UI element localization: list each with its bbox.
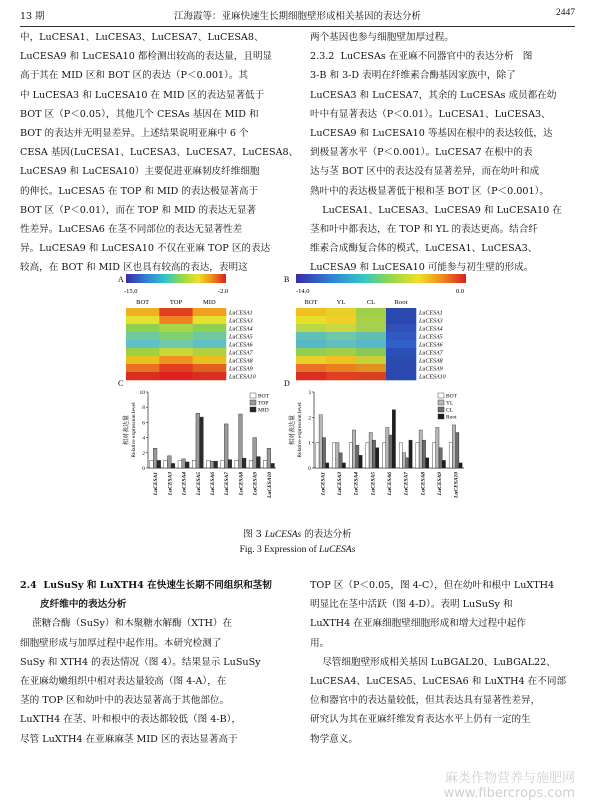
figure-3-graphic [118,272,482,520]
text-line: 位和器官中的表达量较低，但其表达具有显著性差异， [310,695,541,707]
heatmap-cell [193,324,227,332]
text-line: 达与茎 BOT 区中的表达没有显著差异，而在幼叶和成 [310,166,540,178]
bar-mid [171,463,175,468]
heatmap-cell [126,356,160,364]
scale-b-left: -14.0 [296,288,310,295]
heatmap-cell [356,356,386,364]
bar-chart-c [122,390,276,499]
heatmap-cell [126,332,160,340]
heatmap-row-label: LuCESA1 [419,310,443,317]
y-axis-label-en: Relative expression level [131,402,137,458]
y-tick-label: 8 [142,405,145,412]
heatmap-cell [386,348,416,356]
x-tick-label: LuCESA4 [353,472,360,496]
bar-top [224,424,228,468]
issue-number: 13 期 [20,11,45,22]
caption-cn-italic: LuCESAs [264,530,302,540]
bar-yl [336,443,339,468]
text-line: 的伸长。LuCESA5 在 TOP 和 MID 的表达极显著高于 [20,185,259,197]
text-line: 茎的 TOP 区和幼叶中的表达显著高于其他部位。 [20,695,230,707]
text-line: 到极显著水平（P＜0.001）。LuCESA7 在根中的表 [310,147,533,159]
legend-label: BOT [446,393,457,400]
heatmap-cell [326,372,356,380]
y-tick-label: 0 [142,466,145,472]
text-line: SuSy 和 XTH4 的表达情况（图 4）。结果显示 LuSuSy [20,656,261,668]
heatmap-row-label: LuCESA3 [419,318,443,325]
heatmap-cell [386,372,416,380]
text-line: 在亚麻幼嫩组织中相对表达量较高（图 4-A），在 [20,676,227,688]
bar-root [376,448,379,468]
x-tick-label: LuCESA1 [320,472,327,496]
bar-mid [214,461,218,468]
heatmap-cell [193,316,227,324]
color-scale-b [296,274,466,283]
heatmap-row-label: LuCESA8 [419,358,443,365]
heatmap-row-label: LuCESA4 [419,326,443,333]
running-header [20,8,575,24]
heatmap-column-label: Root [394,299,408,306]
heatmap-row-label: LuCESA7 [419,350,443,357]
bar-yl [402,453,405,468]
bar-bot [206,460,210,468]
bar-mid [157,460,161,468]
y-tick-label: 3 [308,390,311,396]
text-line: 细胞壁形成与加厚过程中起作用。本研究检测了 [20,637,222,649]
heatmap-b [296,299,446,381]
text-line: 较高，在 BOT 和 MID 区也具有较高的表达，表明这 [20,262,248,274]
heatmap-row-label: LuCESA5 [229,334,253,341]
panel-letter-b: B [284,275,290,284]
heatmap-column-label: BOT [304,299,318,306]
bar-yl [369,433,372,468]
heatmap-row-label: LuCESA5 [419,334,443,341]
color-scale-a [126,274,226,283]
bar-cl [322,438,325,468]
text-line: 2.4 LuSuSy 和 LuXTH4 在快速生长期不同组织和茎韧 [20,580,272,591]
y-tick-label: 6 [142,420,145,427]
text-line: 研究认为其在亚麻纤维发育表达水平上仍有一定的生 [310,714,531,726]
heatmap-row-label: LuCESA10 [419,374,446,381]
caption-cn-prefix: 图 3 [243,529,265,540]
heatmap-column-label: MID [203,299,216,306]
heatmap-cell [356,364,386,372]
x-tick-label: LuCESA10 [453,472,460,498]
x-tick-label: LuCESA3 [337,472,343,496]
page-number: 2447 [556,8,575,18]
bar-cl [372,440,375,468]
bar-cl [456,433,459,468]
legend-label: Root [446,414,457,421]
y-tick-label: 2 [308,415,311,422]
bar-cl [439,448,442,468]
heatmap-cell [356,324,386,332]
heatmap-column-label: TOP [169,299,183,306]
right-column-bottom [310,576,575,749]
heatmap-cell [296,316,326,324]
x-tick-label: LuCESA9 [252,472,259,496]
heatmap-cell [386,340,416,348]
heatmap-row-label: LuCESA1 [229,310,253,317]
text-line: 皮纤维中的表达分析 [20,599,127,611]
text-line: TOP 区（P＜0.05，图 4-C），但在幼叶和根中 LuXTH4 [310,580,555,591]
legend-label: CL [446,407,454,414]
bar-bot [249,460,253,468]
bar-mid [228,460,232,468]
text-line: 叶中有显著表达（P＜0.01）。LuCESA1、LuCESA3、 [310,108,551,120]
y-axis-label-en: Relative expression level [297,402,303,458]
bar-top [239,414,243,468]
bar-root [326,463,329,468]
bar-cl [406,458,409,468]
y-axis-label-cn: 相对表达量 [290,414,296,446]
heatmap-row-label: LuCESA7 [229,350,253,357]
text-line: BOT 区（P＜0.01），而在 TOP 和 MID 的表达无显著 [20,204,257,216]
y-tick-label: 1 [308,440,311,447]
x-tick-label: LuCESA3 [167,472,174,496]
bar-bot [416,443,419,468]
heatmap-cell [159,308,193,316]
text-line: 中，LuCESA1、LuCESA3、LuCESA7、LuCESA8、 [20,32,264,43]
text-line: LuCESA1、LuCESA3、LuCESA9 和 LuCESA10 在 [310,204,562,216]
heatmap-cell [159,316,193,324]
heatmap-cell [126,372,160,380]
bar-yl [419,430,422,468]
heatmap-cell [159,332,193,340]
bar-root [392,410,395,468]
legend-swatch [250,400,256,405]
text-line: BOT 的表达并无明显差异。上述结果说明亚麻中 6 个 [20,128,249,140]
heatmap-cell [193,348,227,356]
panel-letter-a: A [118,275,124,284]
heatmap-cell [126,316,160,324]
bar-top [167,456,171,468]
text-line: 熟叶中的表达极显著低于根和茎 BOT 区（P＜0.001）。 [310,185,549,197]
heatmap-cell [193,356,227,364]
y-tick-label: 0 [308,466,311,472]
heatmap-cell [296,332,326,340]
bar-bot [316,443,319,468]
heatmap-cell [159,340,193,348]
heatmap-cell [126,340,160,348]
heatmap-cell [193,308,227,316]
figure-3 [118,272,482,520]
x-tick-label: LuCESA8 [238,472,245,496]
heatmap-cell [296,324,326,332]
heatmap-row-label: LuCESA6 [419,342,443,349]
text-line: 尽管细胞壁形成相关基因 LuBGAL20、LuBGAL22、 [310,656,556,668]
heatmap-row-label: LuCESA4 [229,326,253,333]
bar-yl [386,427,389,468]
x-tick-label: LuCESA1 [153,472,160,496]
bar-root [342,463,345,468]
bar-bot [150,460,154,468]
bar-chart-d [288,390,464,499]
x-tick-label: LuCESA8 [420,472,427,496]
legend-swatch [438,400,444,405]
bar-bot [235,460,239,468]
bar-root [459,463,462,468]
text-line: 维素合成酶复合体的模式，LuCESA1、LuCESA3、 [310,243,538,255]
legend-swatch [438,393,444,398]
bar-root [409,440,412,468]
text-line: LuCESA3 和 LuCESA7，其余的 LuCESAs 成员都在幼 [310,89,557,101]
heatmap-cell [386,308,416,316]
heatmap-a [126,299,256,381]
bar-cl [389,435,392,468]
text-line: LuCESA4、LuCESA5、LuCESA6 和 LuXTH4 在不同部 [310,676,567,688]
text-line: 两个基因也参与细胞壁加厚过程。 [310,32,454,43]
heatmap-cell [296,340,326,348]
bar-top [182,459,186,468]
bar-top [253,438,257,468]
heatmap-row-label: LuCESA8 [229,358,253,365]
scale-b-right: 0.0 [456,288,465,295]
bar-yl [352,430,355,468]
bar-bot [449,443,452,468]
heatmap-cell [326,332,356,340]
bar-top [153,448,157,468]
bar-mid [257,457,261,468]
figure-caption-en [0,545,595,555]
watermark-line-1: 麻类作物营养与施肥网 [444,771,575,786]
left-column-bottom [20,576,290,749]
text-line: BOT 区（P＜0.05），其他几个 CESAs 基因在 MID 和 [20,108,259,120]
watermark-line-2: www.fibercrops.com [443,786,575,801]
heatmap-cell [326,340,356,348]
y-tick-label: 4 [142,435,145,442]
bar-root [442,460,445,468]
panel-letter-c: C [118,379,124,388]
text-line: 物学意义。 [310,733,358,745]
bar-bot [263,460,267,468]
legend-label: YL [446,400,454,407]
heatmap-cell [296,364,326,372]
heatmap-cell [356,372,386,380]
x-tick-label: LuCESA5 [370,472,377,496]
figure-caption-cn [0,526,595,540]
running-title: 江海霞等：亚麻快速生长期细胞壁形成相关基因的表达分析 [173,11,421,22]
heatmap-cell [356,316,386,324]
heatmap-cell [356,308,386,316]
bar-root [426,458,429,468]
heatmap-cell [326,316,356,324]
watermark [444,771,575,801]
caption-en-italic: LuCESAs [319,545,356,555]
bar-mid [271,463,275,468]
heatmap-cell [193,364,227,372]
heatmap-cell [356,332,386,340]
text-line: LuCESA9 和 LuCESA10）主要促进亚麻韧皮纤维细胞 [20,166,260,178]
text-line: LuCESA9 和 LuCESA10 可能参与初生壁的形成。 [310,262,534,274]
bar-yl [436,427,439,468]
x-tick-label: LuCESA7 [403,472,410,496]
heatmap-cell [326,308,356,316]
left-column-top [20,28,299,278]
legend-label: BOT [258,393,269,400]
legend-label: MID [258,407,269,414]
caption-en-prefix: Fig. 3 Expression of [239,545,319,555]
scale-a-right: -2.0 [218,288,229,295]
heatmap-cell [296,356,326,364]
heatmap-cell [159,364,193,372]
heatmap-cell [296,348,326,356]
heatmap-cell [386,316,416,324]
bar-yl [452,425,455,468]
x-tick-label: LuCESA6 [210,472,216,496]
heatmap-cell [159,324,193,332]
header-rule [20,26,575,27]
heatmap-row-label: LuCESA9 [229,366,253,373]
text-line: 性差异。LuCESA6 在茎不同部位的表达无显著性差 [20,224,243,236]
heatmap-cell [356,348,386,356]
heatmap-cell [356,340,386,348]
text-line: LuCESA9 和 LuCESA10 等基因在根中的表达较低，达 [310,128,553,140]
heatmap-column-label: CL [366,299,376,306]
bar-bot [383,443,386,468]
heatmap-cell [193,372,227,380]
bar-mid [200,417,204,468]
text-line: CESA 基因(LuCESA1、LuCESA3、LuCESA7、LuCESA8、 [20,147,299,159]
bar-bot [366,443,369,468]
bar-cl [356,445,359,468]
heatmap-row-label: LuCESA3 [229,318,253,325]
legend-swatch [438,414,444,419]
x-tick-label: LuCESA4 [181,472,188,496]
text-line: 蔗糖合酶（SuSy）和木聚糖水解酶（XTH）在 [20,618,233,630]
bar-root [359,455,362,468]
heatmap-row-label: LuCESA6 [229,342,253,349]
text-line: LuXTH4 在亚麻细胞壁细胞形成和增大过程中起作 [310,618,526,630]
heatmap-row-label: LuCESA10 [229,374,256,381]
heatmap-cell [126,348,160,356]
bar-cl [339,453,342,468]
bar-cl [422,440,425,468]
bar-bot [221,460,225,468]
bar-bot [349,443,352,468]
panel-letter-d: D [284,379,290,388]
heatmap-row-label: LuCESA9 [419,366,443,373]
bar-top [267,448,271,468]
heatmap-cell [326,324,356,332]
x-tick-label: LuCESA5 [195,472,202,496]
bar-bot [178,460,182,468]
bar-top [196,413,200,468]
heatmap-cell [193,340,227,348]
text-line: LuCESA9 和 LuCESA10 都检测出较高的表达量，且明显 [20,51,273,63]
heatmap-cell [159,348,193,356]
right-column-top [310,28,575,278]
x-tick-label: LuCESA9 [437,472,443,496]
heatmap-cell [386,356,416,364]
y-tick-label: 10 [139,390,145,396]
bar-mid [242,458,246,468]
heatmap-cell [126,308,160,316]
heatmap-cell [126,364,160,372]
heatmap-cell [296,308,326,316]
legend-swatch [250,393,256,398]
text-line: 尽管 LuXTH4 在亚麻麻茎 MID 区的表达显著高于 [20,733,238,745]
text-line: 用。 [310,637,330,649]
bar-bot [192,460,196,468]
text-line: 3-B 和 3-D 表明在纤维素合酶基因家族中，除了 [310,70,516,82]
scale-a-left: -15.0 [124,288,138,295]
bar-bot [399,443,402,468]
bar-bot [433,443,436,468]
heatmap-cell [326,356,356,364]
heatmap-column-label: YL [336,299,346,306]
legend-label: TOP [258,400,269,407]
bar-bot [164,460,168,468]
heatmap-cell [386,364,416,372]
text-line: LuXTH4 在茎、叶和根中的表达都较低（图 4-B）， [20,714,242,726]
bar-yl [319,415,322,468]
text-line: 茎和叶中都表达，在 TOP 和 YL 的表达更高。结合纤 [310,224,538,236]
bar-bot [333,443,336,468]
x-tick-label: LuCESA6 [387,472,393,496]
text-line: 中 LuCESA3 和 LuCESA10 在 MID 区的表达显著低于 [20,89,265,101]
legend-swatch [250,407,256,412]
heatmap-cell [386,332,416,340]
text-line: 明显比在茎中活跃（图 4-D）。表明 LuSuSy 和 [310,599,513,611]
heatmap-cell [193,332,227,340]
heatmap-cell [159,356,193,364]
bar-mid [185,462,189,468]
bar-top [210,461,214,468]
heatmap-cell [326,348,356,356]
x-tick-label: LuCESA10 [266,472,273,498]
caption-cn-suffix: 的表达分析 [301,529,352,540]
heatmap-cell [159,372,193,380]
legend-swatch [438,407,444,412]
text-line: 高于其在 MID 区和 BOT 区的表达（P＜0.001）。其 [20,70,249,82]
y-axis-label-cn: 相对表达量 [124,414,130,446]
heatmap-cell [296,372,326,380]
x-tick-label: LuCESA7 [224,472,231,496]
y-tick-label: 2 [142,450,145,457]
heatmap-cell [386,324,416,332]
heatmap-cell [126,324,160,332]
text-line: 2.3.2 LuCESAs 在亚麻不同器官中的表达分析 图 [310,51,533,63]
text-line: 异。LuCESA9 和 LuCESA10 不仅在亚麻 TOP 区的表达 [20,243,271,255]
heatmap-cell [326,364,356,372]
heatmap-column-label: BOT [136,299,150,306]
